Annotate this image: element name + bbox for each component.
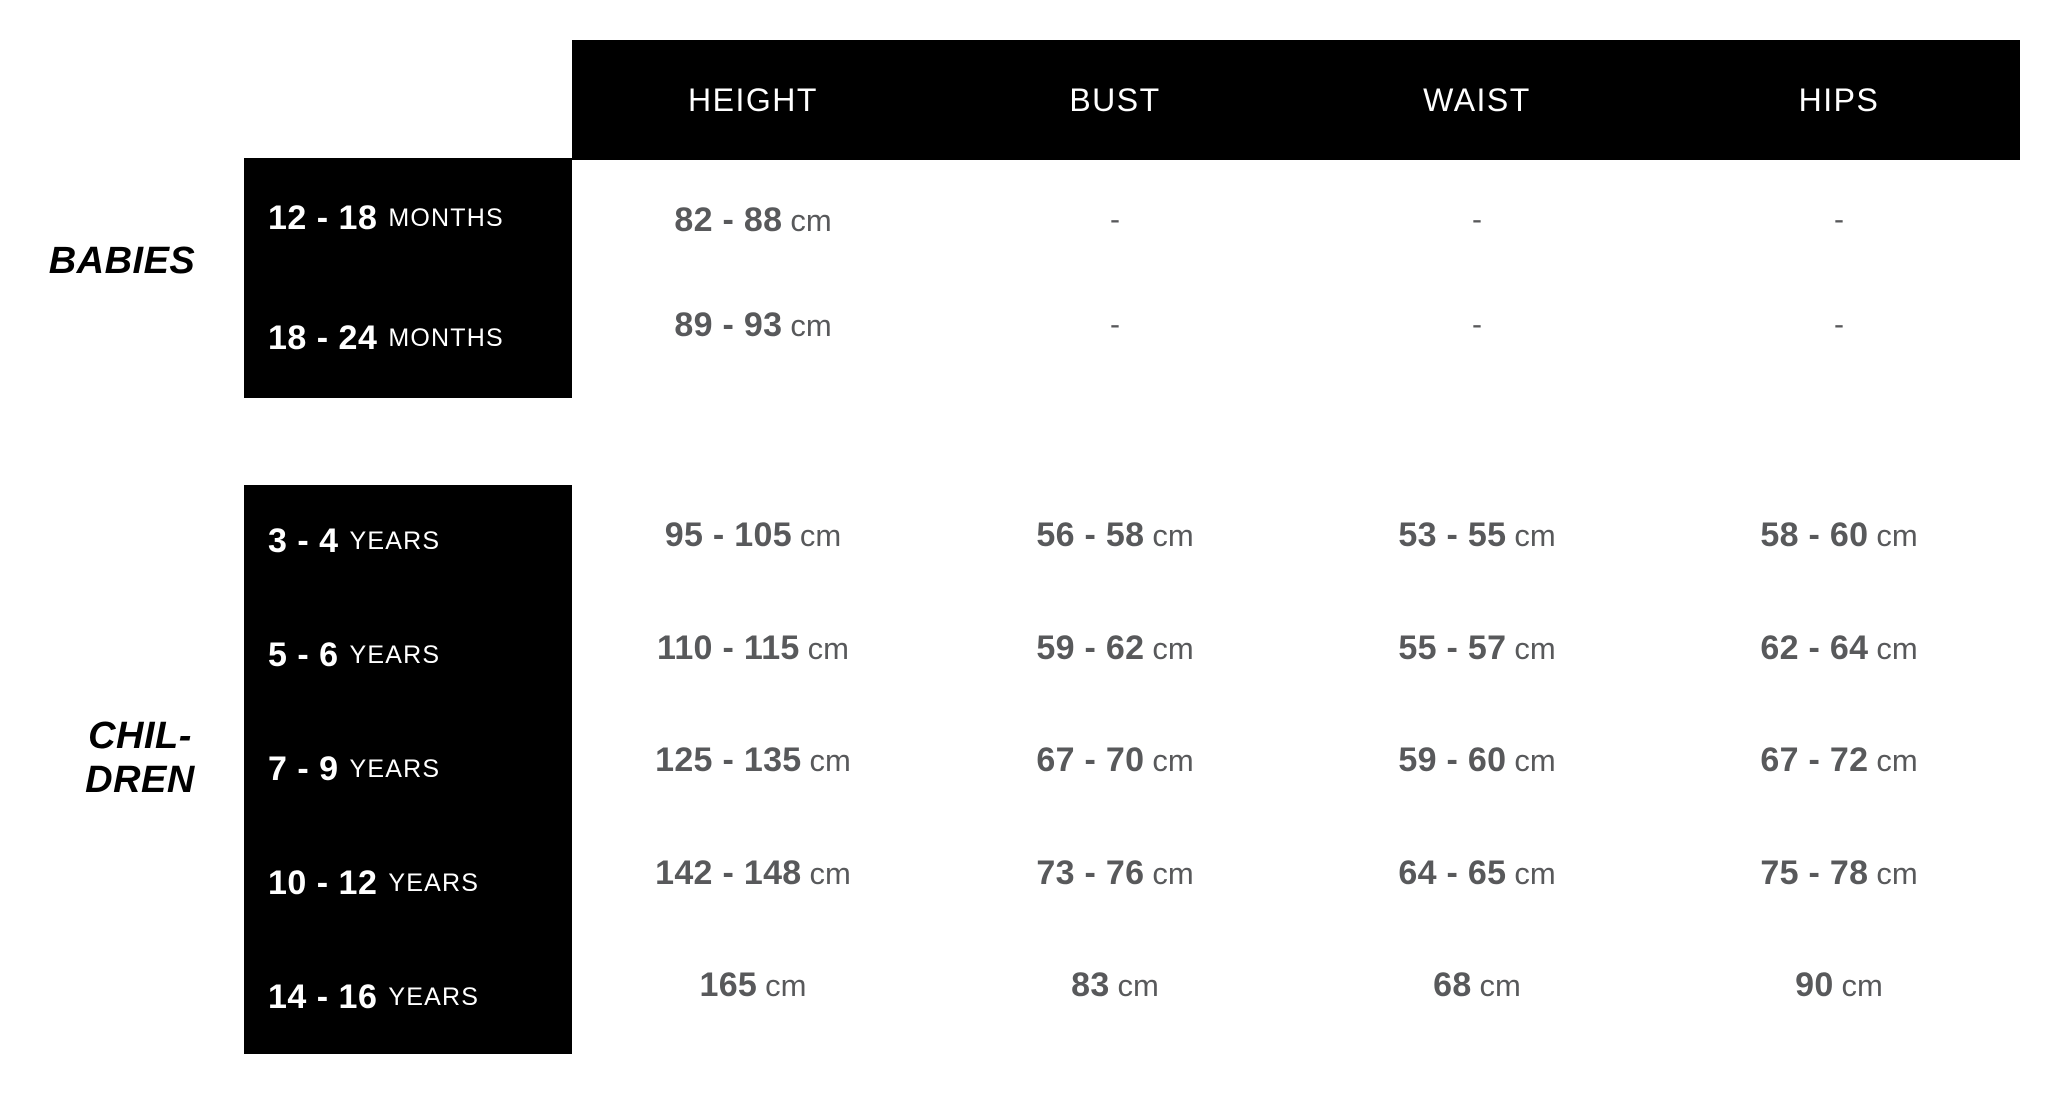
- cell-waist: [1296, 308, 1658, 342]
- cell-unit: cm: [1479, 967, 1521, 1003]
- cell-height: [572, 854, 934, 893]
- cell-value: 64 - 65: [1398, 853, 1507, 892]
- cell-hips: [1658, 854, 2020, 893]
- cell-value: 56 - 58: [1036, 515, 1145, 554]
- table-row: [572, 270, 2020, 380]
- cell-waist: [1296, 203, 1658, 237]
- cell-value: 83: [1071, 965, 1110, 1004]
- cell-height: [572, 201, 934, 240]
- cell-unit: cm: [807, 630, 849, 666]
- age-unit: MONTHS: [388, 203, 504, 232]
- age-row: [244, 599, 572, 713]
- cell-height: [572, 306, 934, 345]
- table-row: [572, 705, 2020, 815]
- cell-waist: [1296, 629, 1658, 668]
- cell-value: -: [1834, 308, 1844, 341]
- age-row: [244, 158, 572, 278]
- age-unit: MONTHS: [388, 323, 504, 352]
- cell-value: 73 - 76: [1036, 853, 1145, 892]
- cell-value: 67 - 70: [1036, 740, 1145, 779]
- cell-value: 55 - 57: [1398, 628, 1507, 667]
- cell-unit: cm: [1152, 630, 1194, 666]
- table-row: [572, 480, 2020, 590]
- cell-value: 142 - 148: [655, 853, 802, 892]
- age-row: [244, 940, 572, 1054]
- cell-value: 90: [1795, 965, 1834, 1004]
- age-row: [244, 713, 572, 827]
- age-range: 5 - 6: [268, 636, 339, 675]
- cell-height: [572, 741, 934, 780]
- group-label-children-line2: DREN: [85, 758, 195, 801]
- cell-unit: cm: [809, 855, 851, 891]
- cell-value: -: [1472, 308, 1482, 341]
- cell-hips: [1658, 629, 2020, 668]
- cell-value: 110 - 115: [657, 628, 800, 667]
- cell-value: 125 - 135: [655, 740, 802, 779]
- cell-value: 59 - 60: [1398, 740, 1507, 779]
- cell-bust: [934, 516, 1296, 555]
- cell-waist: [1296, 741, 1658, 780]
- age-unit: YEARS: [349, 754, 441, 783]
- cell-unit: cm: [1841, 967, 1883, 1003]
- column-header-bust: BUST: [1069, 81, 1161, 118]
- cell-waist: [1296, 854, 1658, 893]
- cell-bust: [934, 854, 1296, 893]
- cell-unit: cm: [1876, 742, 1918, 778]
- group-label-children: [40, 715, 240, 802]
- age-row: [244, 826, 572, 940]
- cell-bust: [934, 203, 1296, 237]
- cell-waist: [1296, 516, 1658, 555]
- cell-value: 62 - 64: [1760, 628, 1869, 667]
- age-unit: YEARS: [349, 527, 441, 556]
- cell-value: -: [1472, 203, 1482, 236]
- cell-unit: cm: [1117, 967, 1159, 1003]
- cell-unit: cm: [1152, 855, 1194, 891]
- cell-value: -: [1834, 203, 1844, 236]
- table-row: [572, 593, 2020, 703]
- cell-unit: cm: [1152, 742, 1194, 778]
- column-header-height: HEIGHT: [688, 81, 818, 118]
- age-range: 10 - 12: [268, 863, 378, 902]
- age-row: [244, 485, 572, 599]
- cell-value: 68: [1433, 965, 1472, 1004]
- group-label-babies: BABIES: [48, 240, 196, 282]
- cell-value: 165: [699, 965, 758, 1004]
- cell-unit: cm: [790, 202, 832, 238]
- column-header-waist: WAIST: [1423, 81, 1531, 118]
- cell-unit: cm: [1876, 517, 1918, 553]
- age-unit: YEARS: [349, 641, 441, 670]
- age-range: 12 - 18: [268, 198, 378, 237]
- cell-bust: [934, 629, 1296, 668]
- group-label-children-line1: CHIL-: [88, 715, 192, 757]
- age-range: 7 - 9: [268, 749, 339, 788]
- cell-height: [572, 516, 934, 555]
- cell-hips: [1658, 741, 2020, 780]
- column-header-hips: HIPS: [1798, 81, 1880, 118]
- cell-hips: [1658, 516, 2020, 555]
- cell-hips: [1658, 203, 2020, 237]
- table-row: [572, 818, 2020, 928]
- cell-unit: cm: [1514, 855, 1556, 891]
- table-header-row: [572, 40, 2020, 160]
- age-range: 14 - 16: [268, 977, 378, 1016]
- age-block-babies: [244, 158, 572, 398]
- cell-bust: [934, 308, 1296, 342]
- age-range: 18 - 24: [268, 318, 378, 357]
- age-row: [244, 278, 572, 398]
- cell-value: -: [1110, 203, 1120, 236]
- cell-height: [572, 966, 934, 1005]
- cell-value: 58 - 60: [1760, 515, 1869, 554]
- cell-waist: [1296, 966, 1658, 1005]
- table-row: [572, 930, 2020, 1040]
- cell-unit: cm: [799, 517, 842, 553]
- cell-unit: cm: [765, 967, 807, 1003]
- table-row: [572, 165, 2020, 275]
- cell-hips: [1658, 966, 2020, 1005]
- age-unit: YEARS: [388, 982, 480, 1011]
- cell-unit: cm: [1514, 742, 1556, 778]
- cell-unit: cm: [1876, 855, 1918, 891]
- cell-hips: [1658, 308, 2020, 342]
- cell-unit: cm: [809, 742, 851, 778]
- cell-value: -: [1110, 308, 1120, 341]
- cell-value: 89 - 93: [674, 305, 783, 344]
- age-range: 3 - 4: [268, 522, 339, 561]
- cell-unit: cm: [790, 307, 832, 343]
- cell-value: 82 - 88: [674, 200, 783, 239]
- cell-value: 59 - 62: [1036, 628, 1145, 667]
- cell-unit: cm: [1876, 630, 1918, 666]
- cell-height: [572, 629, 934, 668]
- cell-unit: cm: [1152, 517, 1194, 553]
- cell-value: 67 - 72: [1760, 740, 1869, 779]
- cell-value: 53 - 55: [1398, 515, 1507, 554]
- cell-value: 95 - 105: [664, 515, 792, 554]
- cell-unit: cm: [1514, 517, 1556, 553]
- age-unit: YEARS: [388, 868, 480, 897]
- cell-bust: [934, 741, 1296, 780]
- cell-value: 75 - 78: [1760, 853, 1869, 892]
- cell-unit: cm: [1514, 630, 1556, 666]
- cell-bust: [934, 966, 1296, 1005]
- age-block-children: [244, 485, 572, 1054]
